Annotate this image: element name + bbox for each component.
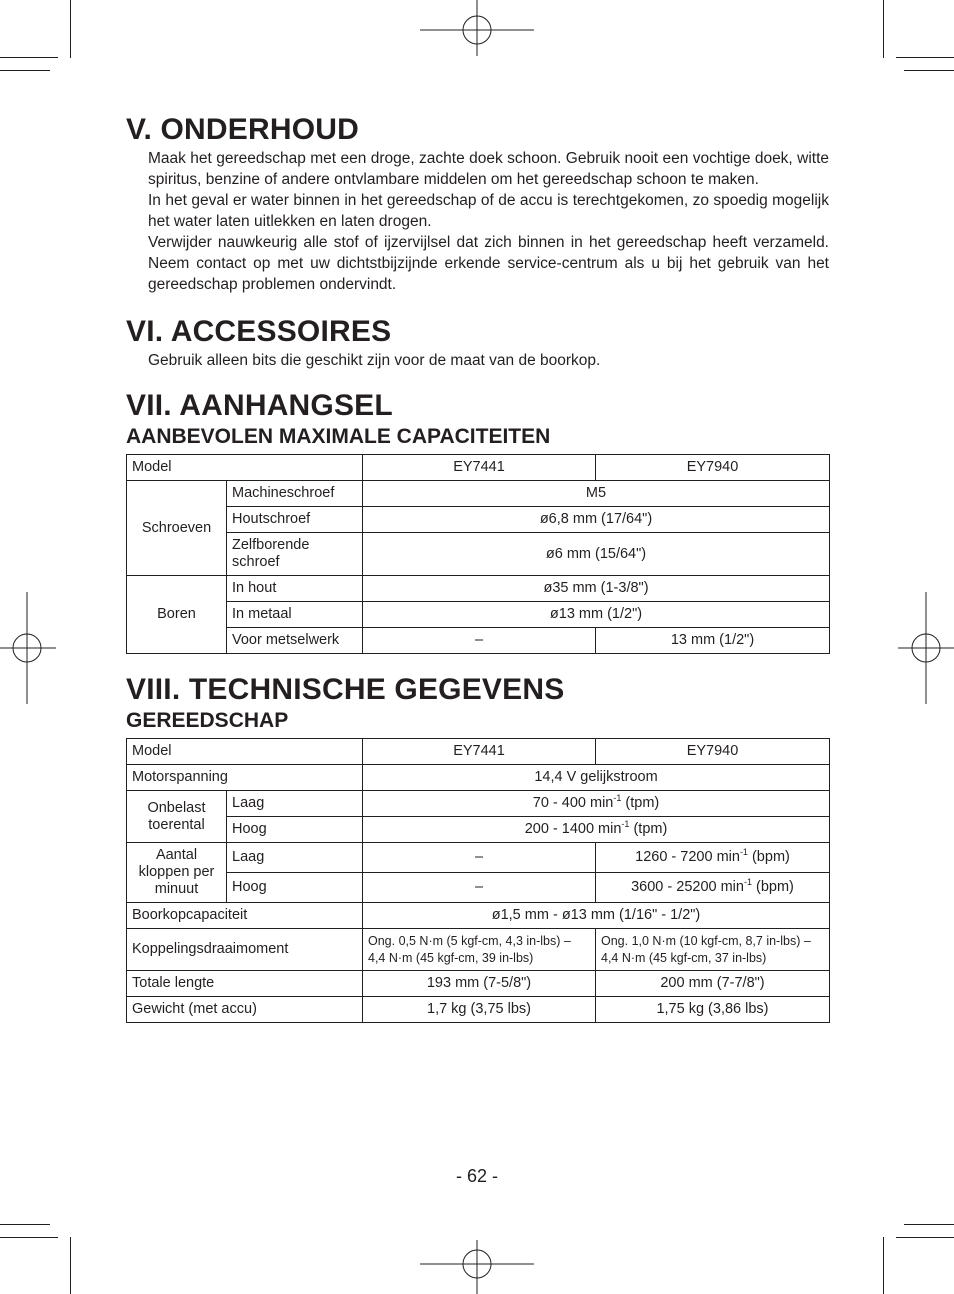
crop-mark (896, 1237, 954, 1238)
crop-mark (883, 0, 884, 58)
table-row (127, 817, 830, 843)
table-cell: Zelfborende schroef (227, 533, 363, 576)
page-number: - 62 - (455, 1166, 498, 1186)
crop-mark (0, 57, 58, 58)
table-cell: Onbelast toerental (127, 791, 227, 843)
table-cell: Schroeven (127, 481, 227, 576)
paragraph: Verwijder nauwkeurig alle stof of ijzervijlsel dat zich binnen in het gereedschap heeft verzameld. Neem contact op met uw dichtstbijzijnde erkende service-centrum als u bij het gebruik van het gereedschap problemen ondervindt. (148, 234, 829, 293)
table-cell: Houtschroef (227, 507, 363, 533)
table-cell: 14,4 V gelijkstroom (363, 765, 830, 791)
table-row (127, 628, 830, 654)
table-cell: – (363, 843, 596, 873)
table-cell: – (363, 873, 596, 903)
crop-mark (0, 70, 50, 71)
table-cell: Boren (127, 576, 227, 654)
table-cell: Laag (227, 791, 363, 817)
table-row (127, 765, 830, 791)
paragraph: In het geval er water binnen in het gereedschap of de accu is terechtgekomen, zo spoedig mogelijk het water laten uitlekken en laten drogen. (148, 192, 829, 230)
table-cell: 1260 - 7200 $\min^{-1} (bpm)$ (596, 843, 830, 873)
table-cell: In metaal (227, 602, 363, 628)
table-cell: 1,7 kg (3,75 lbs) (363, 997, 596, 1023)
table-cell: Hoog (227, 873, 363, 903)
table-cell: Ong. 0,5 N·m (5 kgf-cm, 4,3 in-lbs) – 4,4 N·m (45 kgf-cm, 39 in-lbs) (363, 929, 596, 971)
table-row (127, 602, 830, 628)
table-cell: ø6 mm (15/64") (363, 533, 830, 576)
subtitle-gereedschap: GEREEDSCHAP (126, 709, 289, 732)
table-cell: ø1,5 mm - ø13 mm (1/16" - 1/2") (363, 903, 830, 929)
table-cell: – (363, 628, 596, 654)
table-cell: 193 mm (7-5/8") (363, 971, 596, 997)
crop-mark (70, 0, 71, 58)
table-cell: 1,75 kg (3,86 lbs) (596, 997, 830, 1023)
registration-mark-top (420, 0, 534, 60)
crop-mark (904, 1224, 954, 1225)
table-cell: Model (127, 739, 363, 765)
registration-mark-bottom (420, 1238, 534, 1294)
table-cell: ø35 mm (1-3/8") (363, 576, 830, 602)
table-cell: Model (127, 455, 363, 481)
table-cell: 200 mm (7-7/8") (596, 971, 830, 997)
crop-mark (904, 70, 954, 71)
table-cell: Laag (227, 843, 363, 873)
table-row (127, 843, 830, 873)
table-cell: In hout (227, 576, 363, 602)
table-cell: EY7940 (596, 455, 830, 481)
paragraph: Gebruik alleen bits die geschikt zijn voor de maat van de boorkop. (148, 352, 601, 369)
table-row (127, 507, 830, 533)
table-row (127, 929, 830, 971)
table-cell: Koppelingsdraaimoment (127, 929, 363, 971)
table-row (127, 481, 830, 507)
tech-table (126, 738, 830, 1023)
crop-mark (70, 1237, 71, 1294)
table-cell: Voor metselwerk (227, 628, 363, 654)
table-row (127, 971, 830, 997)
table-cell: EY7940 (596, 739, 830, 765)
section-title-aanhangsel: VII. AANHANGSEL (126, 389, 393, 422)
table-cell: 3600 - 25200 $\min^{-1} (bpm)$ (596, 873, 830, 903)
table-cell: 200 - 1400 $\min^{-1} (tpm)$ (363, 817, 830, 843)
table-cell: Hoog (227, 817, 363, 843)
crop-mark (0, 1237, 58, 1238)
table-row (127, 576, 830, 602)
table-row (127, 997, 830, 1023)
table-cell: Motorspanning (127, 765, 363, 791)
page-content (126, 112, 829, 1023)
crop-mark (883, 1237, 884, 1294)
table-cell: EY7441 (363, 455, 596, 481)
table-cell: M5 (363, 481, 830, 507)
table-cell: EY7441 (363, 739, 596, 765)
registration-mark-right (896, 592, 954, 704)
subtitle-capaciteiten: AANBEVOLEN MAXIMALE CAPACITEITEN (126, 425, 551, 448)
crop-mark (896, 57, 954, 58)
registration-mark-left (0, 592, 60, 704)
table-cell: Ong. 1,0 N·m (10 kgf-cm, 8,7 in-lbs) – 4,4 N·m (45 kgf-cm, 37 in-lbs) (596, 929, 830, 971)
table-cell: Totale lengte (127, 971, 363, 997)
table-row (127, 533, 830, 576)
table-cell: ø13 mm (1/2") (363, 602, 830, 628)
section-title-accessoires: VI. ACCESSOIRES (126, 315, 392, 348)
table-cell: Machineschroef (227, 481, 363, 507)
table-cell: 13 mm (1/2") (596, 628, 830, 654)
table-row (127, 791, 830, 817)
table-cell: Aantal kloppen per minuut (127, 843, 227, 903)
table-cell: 70 - 400 $\min^{-1} (tpm)$ (363, 791, 830, 817)
capacity-table (126, 454, 830, 654)
paragraph: Maak het gereedschap met een droge, zachte doek schoon. Gebruik nooit een vochtige doek, witte spiritus, benzine of andere ontvlambare middelen om het gereedschap schoon te maken. (148, 150, 829, 188)
table-row (127, 455, 830, 481)
table-cell: ø6,8 mm (17/64") (363, 507, 830, 533)
crop-mark (0, 1224, 50, 1225)
table-row (127, 739, 830, 765)
table-row (127, 903, 830, 929)
section-title-technisch: VIII. TECHNISCHE GEGEVENS (126, 673, 565, 706)
section-title-onderhoud: V. ONDERHOUD (126, 113, 359, 146)
table-cell: Gewicht (met accu) (127, 997, 363, 1023)
table-cell: Boorkopcapaciteit (127, 903, 363, 929)
table-row (127, 873, 830, 903)
